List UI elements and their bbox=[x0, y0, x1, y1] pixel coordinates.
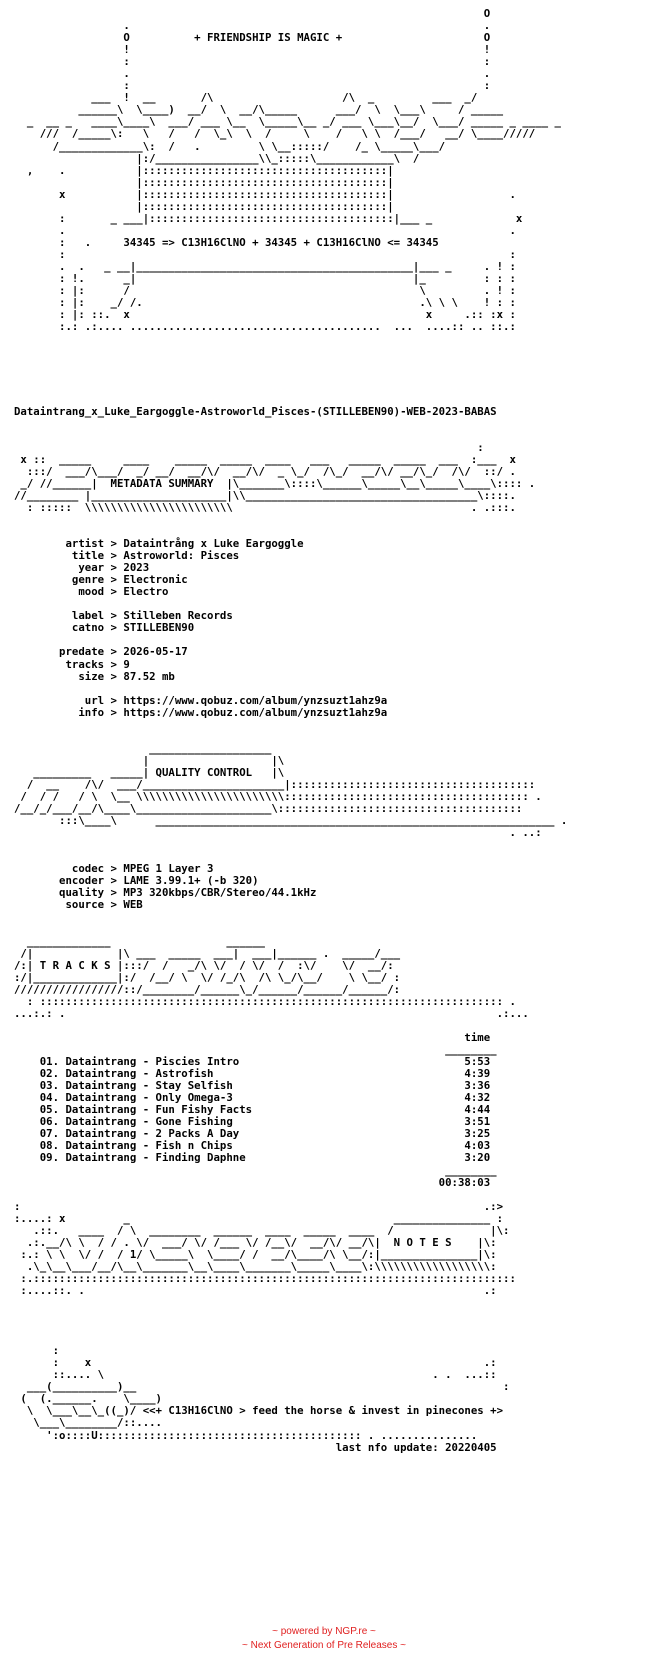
footer-tagline: ~ Next Generation of Pre Releases ~ bbox=[242, 1640, 406, 1651]
nfo-ascii-text: O . . O + FRIENDSHIP IS MAGIC + O ! ! : : . . : : ___ ! __ /\ /\ _ ___ _/ ______\ \____) __/ \ __/\_____ ___/ \ \___\ / _____ _ __ _ ____\____\ ___/ ___ \__ \_____\__ _/ ___ \___\__/ \___/ _____ _ ____ _ /// /_____\: \ / / \_\ \ / \ / \ \ /___/ __/ \____///// /_____________\: / . \ \__:::::/ /_ \_____\___/ |:/________________\\_:::::\____________\ / , . |::::::::::::::::::::::::::::::::::::::| |::::::::::::::::::::::::::::::::::::::| x |::::::::::::::::::::::::::::::::::::::| . |::::::::::::::::::::::::::::::::::::::| : _ ___|::::::::::::::::::::::::::::::::::::::|___ _ x . . : . 34345 => C13H16ClNO + 34345 + C13H16ClNO <= 34345 : : . . _ __|___________________________________________|___ _ . ! : : !. _| |_ : : : : |: / \ . ! : : |: _/ /. .\ \ \ ! : : : |: ::. x x .:: :x : :.: .:.... ....................................... ... ....:: .. ::.: Dataintrang_x_Luke_Eargoggle-Astroworld_Pisces-(STILLEBEN90)-WEB-2023-BABAS : x :: _____ ____ _____ _____ ____ ___ _____ _____ ___ :___ x :::/ ___/\___/ _/ __/ __/\/ __/\/ _ \_/ /\_/ __/\/ __/\_/ /\/ ::/ . _/ //______| METADATA SUMMARY |\_______\::::\______\_____\__\_____\____\:::: . //________ |_____________________|\\____________________________________\::::. : ::::: \\\\\\\\\\\\\\\\\\\\\\\ . .:::. artist > Dataintrång x Luke Eargoggle title > Astroworld: Pisces year > 2023 genre > Electronic mood > Electro label > Stilleben Records catno > STILLEBEN90 predate > 2026-05-17 tracks > 9 size > 87.52 mb url > https://www.qobuz.com/album/ynzsuzt1ahz9a info > https://www.qobuz.com/album/ynzsuzt1ahz9a ___________________ | |\ _________ _____| QUALITY CONTROL |\ / __ /\/ ___/______________________|:::::::::::::::::::::::::::::::::::::: / / / / \ \__ \\\\\\\\\\\\\\\\\\\\\\\:::::::::::::::::::::::::::::::::::::: . /__/_/___/__/\____\_____________________\:::::::::::::::::::::::::::::::::::::: :::\____\ ______________________________________________________________ . . ..: codec > MPEG 1 Layer 3 encoder > LAME 3.99.1+ (-b 320) quality > MP3 320kbps/CBR/Stereo/44.1kHz source > WEB _____________ ______ /| |\ ___ _____ ___| ___|______ . _____/___ /:| T R A C K S |:::/ / _/\ \/ / \/ / :\/ \/ __/: :/|_____________|:/ /__/ \ \/ /_/\ /\ \_/\__/ \ \__/ : /////////////////::/________/______\_/______/______/______/: : :::::::::::::::::::::::::::::::::::::::::::::::::::::::::::::::::::::::: . ...:.: . .:... time ________ 01. Dataintrang - Piscies Intro 5:53 02. Dataintrang - Astrofish 4:39 03. Dataintrang - Stay Selfish 3:36 04. Dataintrang - Only Omega-3 4:32 05. Dataintrang - Fun Fishy Facts 4:44 06. Dataintrang - Gone Fishing 3:51 07. Dataintrang - 2 Packs A Day 3:25 08. Dataintrang - Fish n Chips 4:03 09. Dataintrang - Finding Daphne 3:20 ________ 00:38:03 : .:> :....: x _ _______________ : .::. ____ / \ ________ ______ ____ _____ ____ / |\: .:.__/\ \ / / . \/ ___/ \/ /___ \/ /__\/ __/\/ __/\| N O T E S |\: :.: \ \ \/ / / 1/ \_____\ \____/ / __/\____/\ \__/:|_______________|\: .\_\__\___/__/\__\_______\__\____\_______\_____\____\:\\\\\\\\\\\\\\\\\\: :.::::::::::::::::::::::::::::::::::::::::::::::::::::::::::::::::::::::::::: :....::. . .: : : x .: ::.... \ . . ...:: ___(__________)__ : ( (.______. \____) \ \___\__\_((_)/ <<+ C13H16ClNO > feed the horse & invest in pinecones +> \___\________/::.... ':o::::U::::::::::::::::::::::::::::::::::::::::: . ............... last nfo update: 20220405 bbox=[14, 8, 568, 1454]
footer-powered-by: ~ powered by NGP.re ~ bbox=[272, 1626, 376, 1637]
